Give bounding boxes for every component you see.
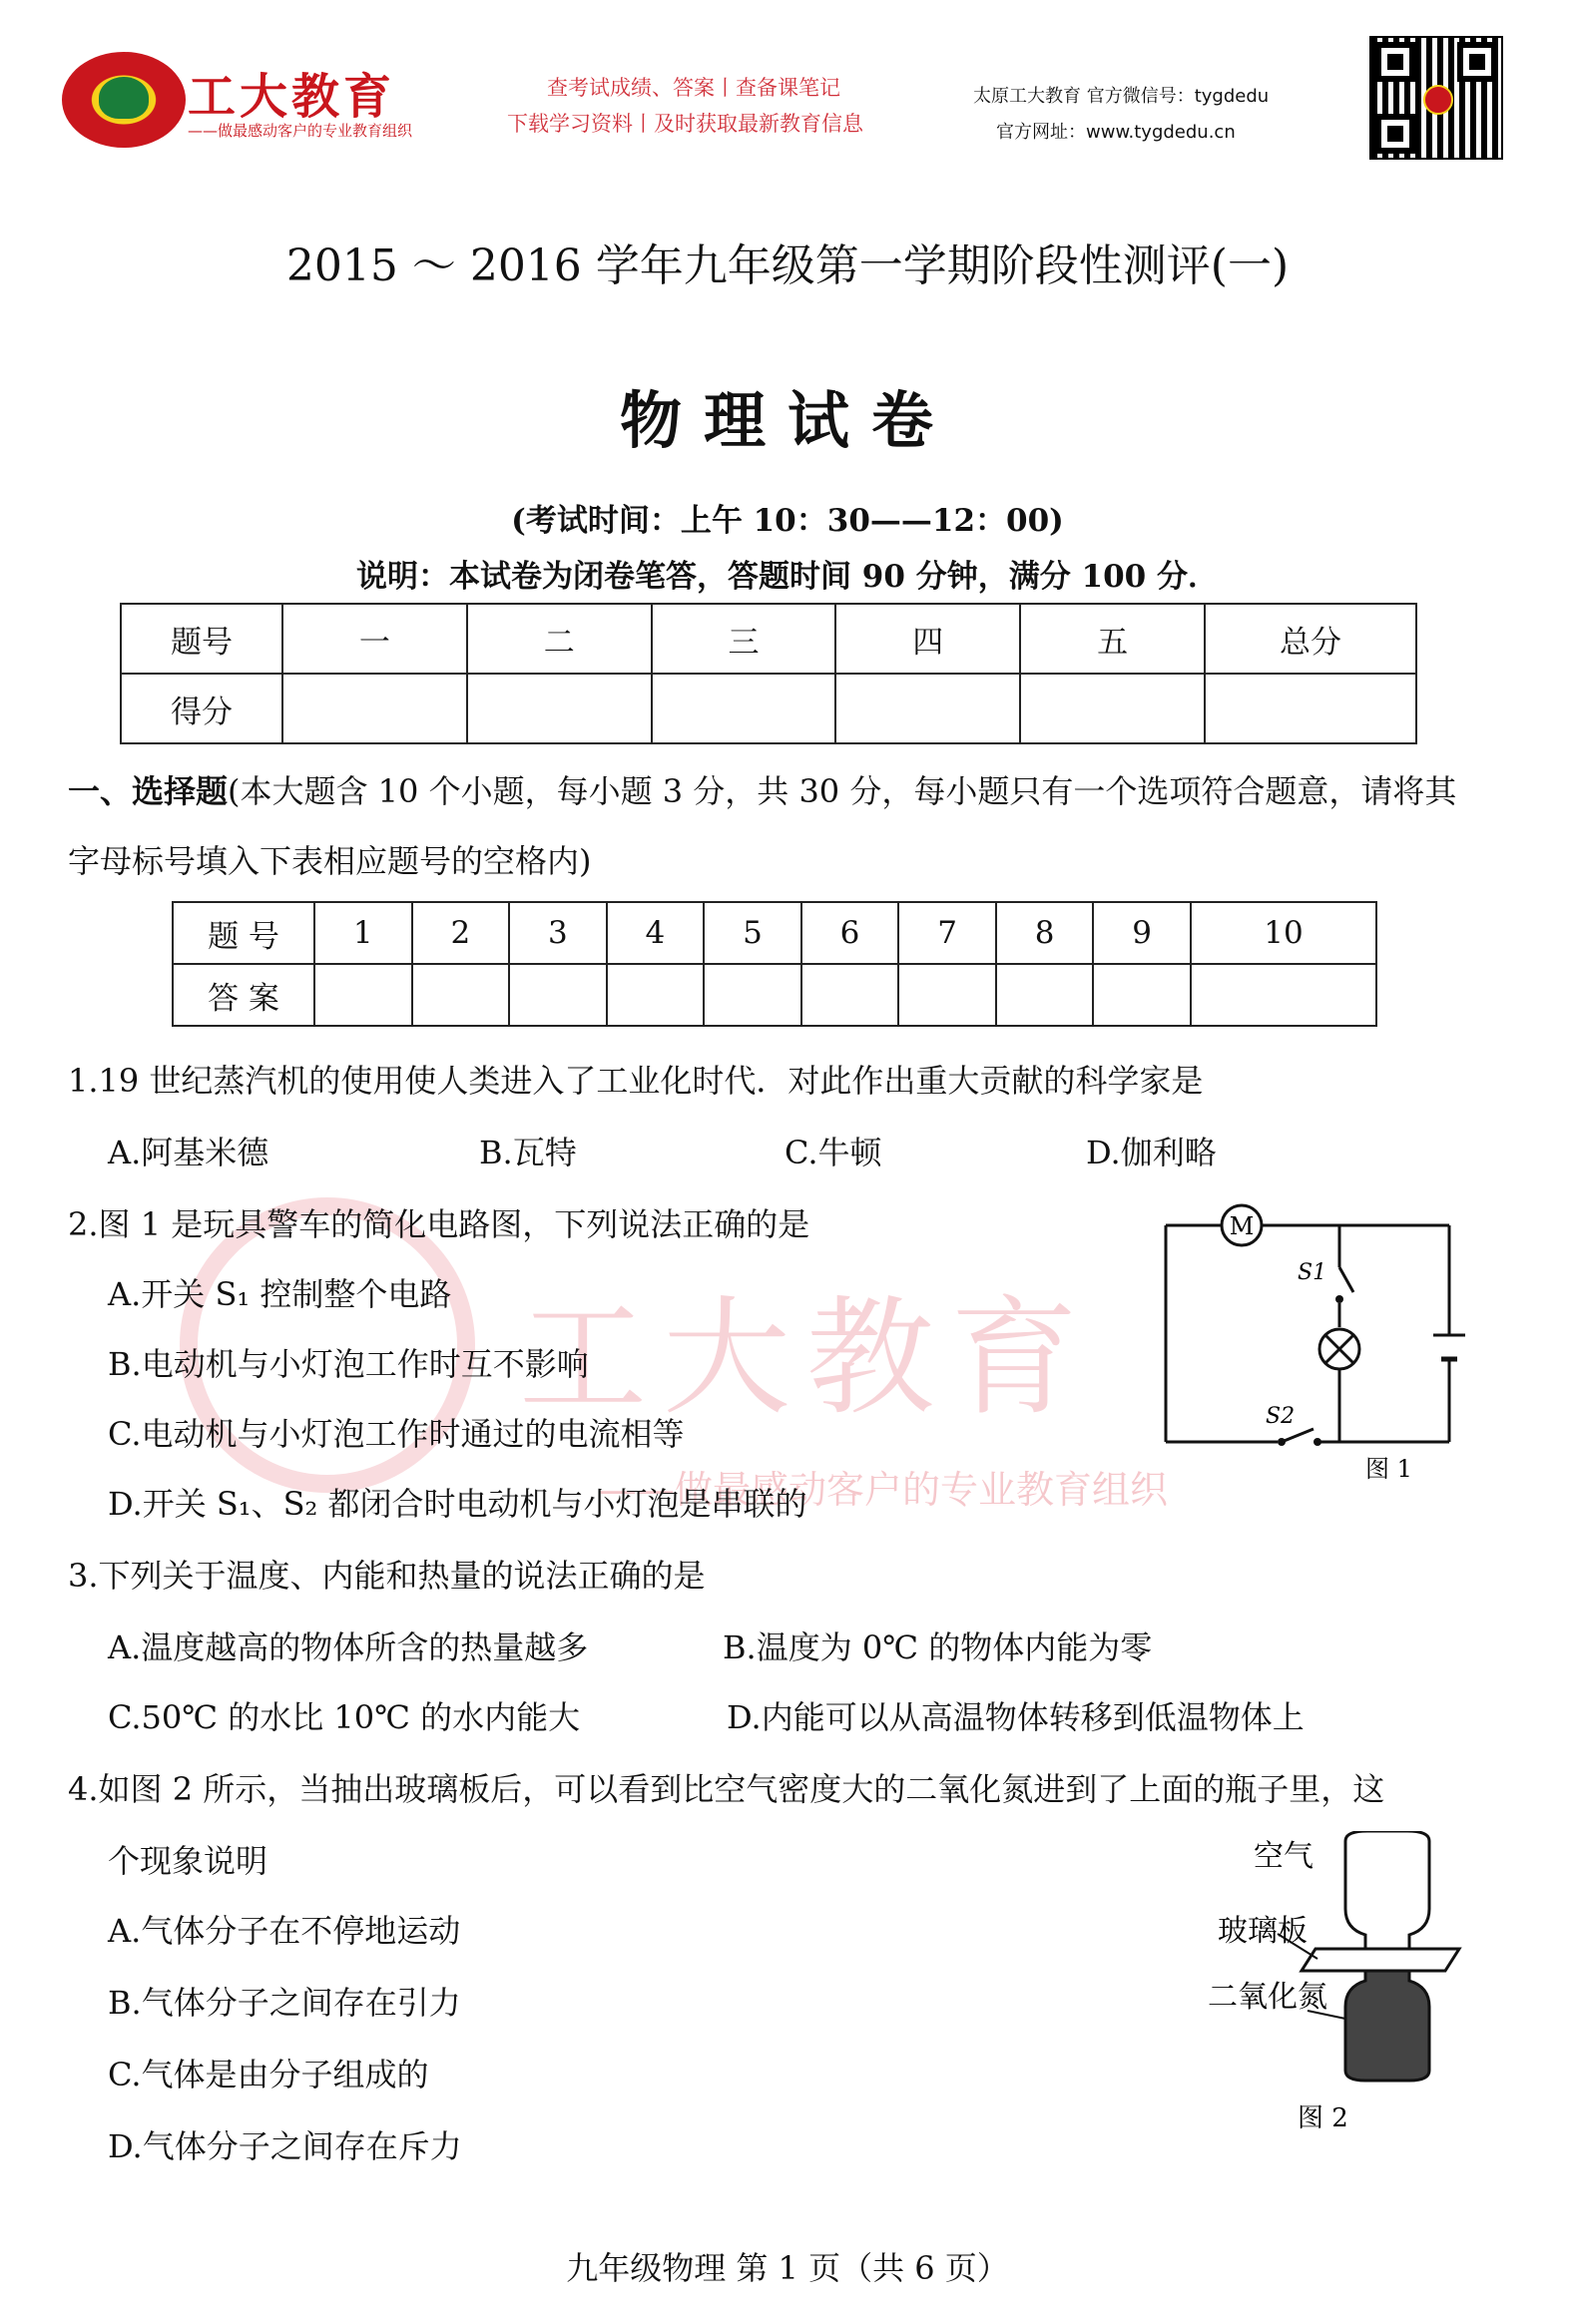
answer-table-answer-row [173,964,1376,1026]
promo-line-2: 下载学习资料丨及时获取最新教育信息 [507,112,863,136]
score-table [120,603,1417,744]
page-footer: 九年级物理 第 1 页（共 6 页） [566,2249,1009,2287]
switch-s2-label: S2 [1266,1404,1296,1429]
exam-note: 说明：本试卷为闭卷笔答，答题时间 90 分钟，满分 100 分． [355,559,1220,595]
motor-label: M [1229,1212,1255,1240]
question-3-option-a: A.温度越高的物体所含的热量越多 [108,1628,589,1666]
switch-s1-icon [1339,1267,1353,1292]
subject-title: 物理试卷 [619,384,955,457]
brand-slogan: ——做最感动客户的专业教育组织 [188,122,413,140]
label-air: 空气 [1254,1839,1313,1874]
answer-table [172,901,1377,1027]
lower-bottle-icon [1345,1971,1429,2081]
answer-number: 2 [412,902,510,964]
answer-cell[interactable] [898,964,996,1026]
answer-number: 3 [509,902,607,964]
question-1-option-c: C.牛顿 [785,1134,882,1171]
glass-plate-icon [1302,1949,1459,1971]
score-input-cell[interactable] [282,674,467,743]
section-heading: 一、选择题 [68,772,229,810]
answer-label-answer: 答 案 [173,964,314,1026]
question-3-stem: 3.下列关于温度、内能和热量的说法正确的是 [68,1557,706,1595]
score-input-cell[interactable] [1020,674,1205,743]
question-4-stem: 4.如图 2 所示，当抽出玻璃板后，可以看到比空气密度大的二氧化氮进到了上面的瓶子里，这 [68,1770,1385,1808]
answer-number: 4 [607,902,705,964]
answer-cell[interactable] [412,964,510,1026]
answer-cell[interactable] [509,964,607,1026]
exam-time: (考试时间：上午 10：30——12：00) [511,503,1064,539]
answer-cell[interactable] [801,964,899,1026]
question-2-option-c: C.电动机与小灯泡工作时通过的电流相等 [108,1415,685,1453]
question-4-stem-cont: 个现象说明 [108,1842,268,1880]
label-no2: 二氧化氮 [1208,1980,1327,2015]
answer-cell[interactable] [996,964,1094,1026]
answer-cell[interactable] [1093,964,1191,1026]
section-instructions-1: (本大题含 10 个小题，每小题 3 分，共 30 分，每小题只有一个选项符合题意，请将其 [228,772,1457,810]
score-input-cell[interactable] [835,674,1020,743]
answer-number: 1 [314,902,412,964]
answer-cell[interactable] [314,964,412,1026]
score-table-row [121,674,1416,743]
question-3-option-b: B.温度为 0℃ 的物体内能为零 [723,1628,1153,1666]
answer-number: 7 [898,902,996,964]
switch-s2-icon [1282,1429,1313,1442]
score-input-cell[interactable] [652,674,836,743]
gas-diffusion-figure [1198,1831,1487,2130]
score-cell: 三 [652,604,836,674]
answer-cell[interactable] [704,964,801,1026]
answer-cell[interactable] [607,964,705,1026]
question-4-option-a: A.气体分子在不停地运动 [108,1912,461,1950]
question-2-option-b: B.电动机与小灯泡工作时互不影响 [108,1345,589,1383]
brand-logo [62,52,186,148]
answer-label-number: 题 号 [173,902,314,964]
section-instructions-2: 字母标号填入下表相应题号的空格内) [68,842,592,880]
score-cell: 题号 [121,604,282,674]
label-glass-plate: 玻璃板 [1218,1914,1308,1949]
question-3-option-d: D.内能可以从高温物体转移到低温物体上 [727,1698,1305,1736]
question-1-option-d: D.伽利略 [1086,1134,1217,1171]
circuit-diagram [1148,1187,1477,1487]
score-table-header-row [121,604,1416,674]
upper-bottle-icon [1345,1831,1429,1949]
question-3-option-c: C.50℃ 的水比 10℃ 的水内能大 [108,1698,581,1736]
score-cell: 一 [282,604,467,674]
brand-name: 工大教育 [188,69,396,125]
score-cell: 五 [1020,604,1205,674]
wechat-id: 太原工大教育 官方微信号：tygdedu [973,86,1270,107]
question-4-option-d: D.气体分子之间存在斥力 [108,2127,462,2165]
answer-number: 8 [996,902,1094,964]
section-instructions [68,756,1485,896]
question-4-option-b: B.气体分子之间存在引力 [108,1984,461,2022]
question-2-option-a: A.开关 S₁ 控制整个电路 [108,1275,452,1313]
question-4-option-c: C.气体是由分子组成的 [108,2056,429,2093]
question-2-stem: 2.图 1 是玩具警车的简化电路图，下列说法正确的是 [68,1205,810,1243]
score-cell: 二 [467,604,652,674]
answer-number: 9 [1093,902,1191,964]
answer-cell[interactable] [1191,964,1376,1026]
answer-number: 6 [801,902,899,964]
score-input-cell[interactable] [467,674,652,743]
watermark-text: 工大教育 [519,1284,1095,1433]
score-cell: 总分 [1205,604,1416,674]
watermark-slogan: ——做最感动客户的专业教育组织 [599,1468,1169,1512]
figure-2-caption: 图 2 [1298,2103,1348,2130]
website-url: 官方网址：www.tygdedu.cn [996,122,1236,143]
answer-table-number-row [173,902,1376,964]
score-input-cell[interactable] [1205,674,1416,743]
promo-line-1: 查考试成绩、答案丨查备课笔记 [547,76,840,100]
answer-number: 10 [1191,902,1376,964]
switch-s1-label: S1 [1298,1260,1327,1285]
qr-code-icon [1369,36,1503,160]
score-cell: 四 [835,604,1020,674]
question-1-option-b: B.瓦特 [479,1134,577,1171]
figure-1-caption: 图 1 [1365,1455,1412,1483]
exam-title: 2015 ～ 2016 学年九年级第一学期阶段性测评(一) [285,240,1290,291]
question-2-option-d: D.开关 S₁、S₂ 都闭合时电动机与小灯泡是串联的 [108,1485,807,1523]
question-1-option-a: A.阿基米德 [108,1134,269,1171]
answer-number: 5 [704,902,801,964]
question-1-stem: 1.19 世纪蒸汽机的使用使人类进入了工业化时代．对此作出重大贡献的科学家是 [68,1062,1204,1100]
score-label: 得分 [121,674,282,743]
